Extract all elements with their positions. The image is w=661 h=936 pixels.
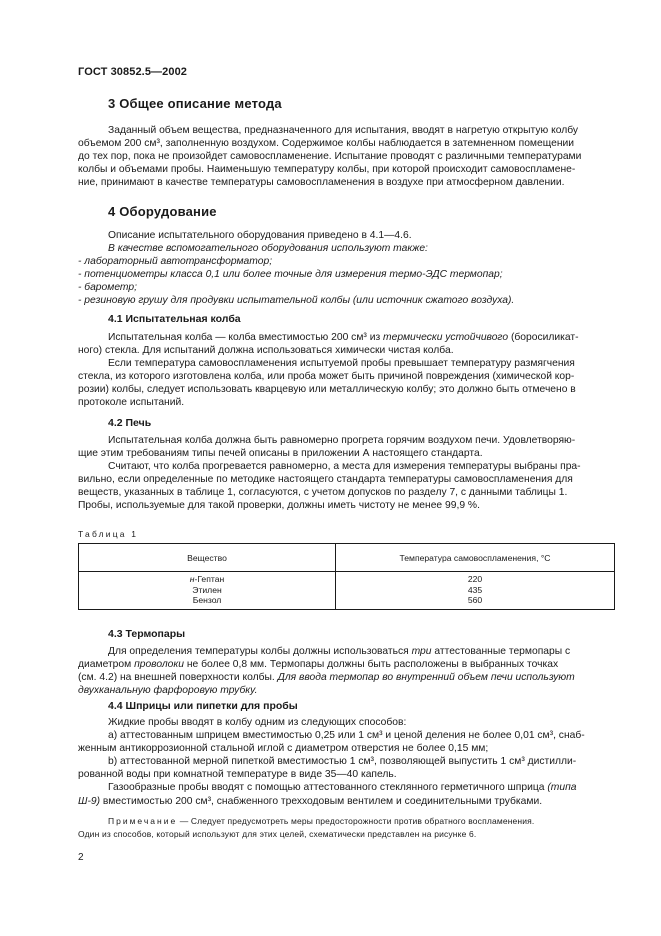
temperature-cell: 220 435 560	[336, 572, 615, 610]
table-1	[78, 543, 615, 610]
list-item: - барометр;	[78, 282, 137, 294]
text-line: щие этим требованиям типы печей описаны в приложении А настоящего стандарта.	[78, 448, 483, 460]
text-line: Если температура самовоспламенения испытуемой пробы превышает температуру размягчения	[108, 358, 575, 370]
text-line: объемом 200 см³, заполненную воздухом. Содержимое колбы наблюдается в затемненном помещении	[78, 138, 575, 150]
table-caption: Таблица 1	[78, 529, 139, 539]
note-line: Один из способов, который используют для этих целей, схематически представлен на рисунке 6.	[78, 828, 477, 839]
table-header-row	[79, 544, 615, 572]
text-line: (см. 4.2) на внешней поверхности колбы. Для ввода термопар во внутренний объем печи используют	[78, 672, 575, 684]
section-4-2-title: 4.2 Печь	[108, 417, 152, 429]
text-line: Пробы, используемые для такой проверки, должны иметь чистоту не менее 99,9 %.	[78, 500, 480, 512]
text-line: b) аттестованной мерной пипеткой вместимостью 1 см³, позволяющей выпустить 1 см³ дистилли-	[108, 756, 577, 768]
note-label: Примечание	[108, 816, 178, 826]
substance-cell: н-Гептан Этилен Бензол	[79, 572, 336, 610]
section-4-4-text	[78, 716, 615, 808]
text-line: рованной воды при комнатной температуре в виде 35—40 капель.	[78, 769, 397, 781]
note-line: Примечание — Следует предусмотреть меры предосторожности против обратного воспламенения.	[108, 816, 535, 826]
section-4-title: 4 Оборудование	[108, 204, 217, 219]
page-number: 2	[78, 852, 84, 863]
text-line: протоколе испытаний.	[78, 397, 185, 409]
text-line: диаметром проволоки не более 0,8 мм. Термопары должны быть расположены в выбранных точках	[78, 659, 559, 671]
column-header-temperature: Температура самовоспламенения, °С	[336, 544, 615, 572]
section-4-1-text	[78, 331, 615, 410]
text-line: двухканальную фарфоровую трубку.	[78, 685, 258, 697]
text-line: Испытательная колба — колба вместимостью 200 см³ из термически устойчивого (боросиликат-	[108, 332, 579, 343]
standard-header: ГОСТ 30852.5—2002	[78, 66, 188, 78]
column-header-substance: Вещество	[79, 544, 336, 572]
section-4-4-title: 4.4 Шприцы или пипетки для пробы	[108, 700, 298, 712]
text-line: вильно, если определенные по методике настоящего стандарта температуры самовоспламенения для	[78, 474, 573, 486]
section-4-1-title: 4.1 Испытательная колба	[108, 313, 241, 325]
section-3-text	[78, 124, 615, 189]
table-row	[79, 572, 615, 610]
text-line: Газообразные пробы вводят с помощью аттестованного стеклянного герметичного шприца (типа	[108, 782, 577, 794]
text-line: Жидкие пробы вводят в колбу одним из следующих способов:	[108, 717, 407, 728]
list-item: - потенциометры класса 0,1 или более точные для измерения термо-ЭДС термопар;	[78, 269, 503, 281]
text-line: Заданный объем вещества, предназначенного для испытания, вводят в нагретую открытую колбу	[108, 125, 579, 136]
section-4-2-text	[78, 434, 615, 513]
text-line: ного) стекла. Для испытаний должна использоваться химически чистая колба.	[78, 345, 454, 357]
list-item: - лабораторный автотрансформатор;	[78, 256, 273, 268]
text-line: до тех пор, пока не произойдет самовоспламенение. Испытание проводят с различными температурами	[78, 151, 582, 163]
text-line: В качестве вспомогательного оборудования используют также:	[108, 243, 428, 255]
text-line: ние, принимают в качестве температуры самовоспламенения в воздухе при атмосферном давлении.	[78, 177, 565, 189]
section-4-text	[78, 229, 615, 308]
section-3-title: 3 Общее описание метода	[108, 96, 282, 111]
text-line: веществ, указанных в таблице 1, согласуются, с учетом допусков по разделу 7, с данными таблицы 1.	[78, 487, 568, 499]
text-line: стекла, из которого изготовлена колба, или проба может быть причиной повреждения (химической кор-	[78, 371, 575, 383]
section-4-3-title: 4.3 Термопары	[108, 628, 186, 640]
text-line: колбы и объемами пробы. Наименьшую температуру колбы, при которой происходит самовоспламене-	[78, 164, 576, 176]
text-line: женным антикоррозионной стальной иглой с диаметром отверстия не более 0,15 мм;	[78, 743, 489, 755]
text-line: а) аттестованным шприцем вместимостью 0,25 или 1 см³ и ценой деления не более 0,01 см³, снаб-	[108, 730, 585, 742]
list-item: - резиновую грушу для продувки испытательной колбы (или источник сжатого воздуха).	[78, 295, 515, 307]
text-line: Описание испытательного оборудования приведено в 4.1—4.6.	[108, 230, 412, 241]
text-line: розии) колбы, следует использовать кварцевую или металлическую колбу; это должно быть отмечено в	[78, 384, 576, 396]
text-line: Считают, что колба прогревается равномерно, а места для измерения температуры выбраны пра-	[108, 461, 581, 473]
text-line: Для определения температуры колбы должны использоваться три аттестованные термопары с	[108, 646, 571, 657]
section-4-3-text	[78, 645, 615, 697]
text-line: Испытательная колба должна быть равномерно прогрета горячим воздухом печи. Удовлетворяю-	[108, 435, 576, 446]
text-line: Ш-9) вместимостью 200 см³, снабженного трехходовым вентилем и соединительными трубками.	[78, 795, 543, 807]
note-block	[78, 815, 615, 840]
